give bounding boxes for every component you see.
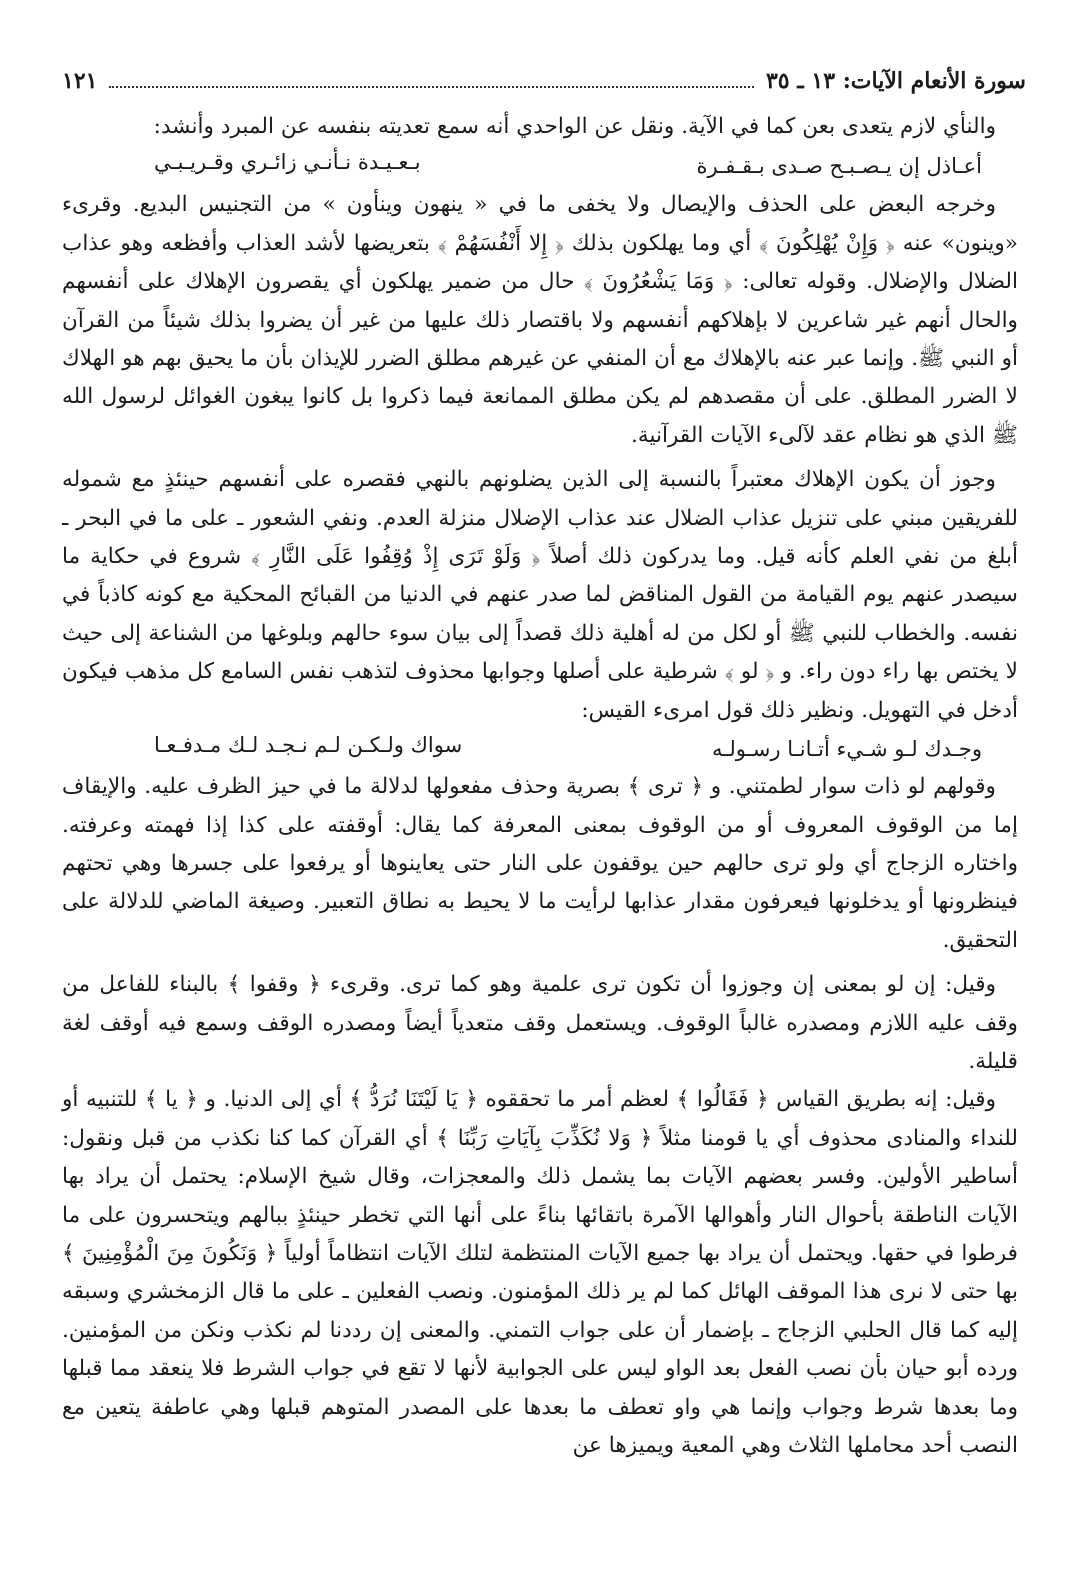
paragraph: وقيل: إن لو بمعنى إن وجوزوا أن تكون ترى علمية وهو كما ترى. وقرىء ﴿ وقفوا ﴾ بالبناء للفاعل من وقف عليه اللازم ومصدره غالباً الوقوف. ويستعمل وقف متعدياً أيضاً ومصدره الوقف وسمع فيه أوقف لغة قليلة.: [62, 972, 1018, 1074]
verse-second-hemistich: سواك ولـكـن لـم نـجـد لـك مـدفـعـا: [154, 733, 463, 758]
paragraph: والنأي لازم يتعدى بعن كما في الآية. ونقل عن الواحدي أنه سمع تعديته بنفسه عن المبرد وأنشد:: [153, 114, 996, 139]
running-header: [62, 68, 1026, 108]
paragraph: وقولهم لو ذات سوار لطمتني. و ﴿ ترى ﴾ بصرية وحذف مفعولها لدلالة ما في حيز الظرف عليه. والإيقاف إما من الوقوف المعروف أو من الوقوف بمعنى المعرفة كما يقال: أوقفته على كذا إذا فهمته وعرفته. واختاره الزجاج أي ولو ترى حالهم حين يوقفون على النار حتى يعاينوها أو يرفعوا على جسرها وهي تحتهم فينظرونها أو يدخلونها فيعرفون مقدار عذابها لرأيت ما لا يحيط به نطاق التعبير. وصيغة الماضي للدلالة على التحقيق.: [62, 774, 1018, 953]
paragraph: وخرجه البعض على الحذف والإيصال ولا يخفى ما في « ينهون وينأون » من التجنيس البديع. وقرىء «وينون» عنه ﴿ وَإِنْ يُهْلِكُونَ ﴾ أي وما يهلكون بذلك ﴿ إِلا أَنْفُسَهُمْ ﴾ بتعريضها لأشد العذاب وأفظعه وهو عذاب الضلال والإضلال. وقوله تعالى: ﴿ وَمَا يَشْعُرُونَ ﴾ حال من ضمير يهلكون أي يقصرون الإهلاك على أنفسهم والحال أنهم غير شاعرين لا بإهلاكهم أنفسهم ولا باقتصار ذلك عليها من غير أن يضروا بذلك شيئاً من القرآن أو النبي ﷺ. وإنما عبر عنه بالإهلاك مع أن المنفي عن غيرهم مطلق الضرر للإيذان بأن ما يحيق بهم هو الهلاك لا الضرر المطلق. على أن مقصدهم لم يكن مطلق الممانعة فيما ذكروا بل كانوا يبغون الغوائل لرسول الله ﷺ الذي هو نظام عقد لآلىء الآيات القرآنية.: [62, 192, 1018, 448]
header-leader-dots: [109, 74, 754, 88]
poetry-verse: [62, 730, 1018, 768]
page-body: [62, 108, 1018, 1465]
verse-second-hemistich: بـعـيـدة نـأنـي زائـري وقـريـبـي: [154, 150, 421, 175]
page-number: ١٢١: [62, 68, 98, 94]
header-title: سورة الأنعام الآيات: ١٣ ـ ٣٥: [765, 68, 1026, 94]
paragraph: وجوز أن يكون الإهلاك معتبراً بالنسبة إلى الذين يضلونهم بالنهي فقصره على أنفسهم حينئذٍ مع شموله للفريقين مبني على تنزيل عذاب الضلال عند عذاب الإضلال منزلة العدم. ونفي الشعور ـ على ما في البحر ـ أبلغ من نفي العلم كأنه قيل. وما يدركون ذلك أصلاً ﴿ وَلَوْ تَرَى إِذْ وُقِفُوا عَلَى النَّارِ ﴾ شروع في حكاية ما سيصدر عنهم يوم القيامة من القول المناقض لما صدر عنهم في الدنيا من القبائح المحكية مع كونه كاذباً في نفسه. والخطاب للنبي ﷺ أو لكل من له أهلية ذلك قصداً إلى بيان سوء حالهم وبلوغها من الشناعة إلى حيث لا يختص بها راء دون راء. و ﴿ لو ﴾ شرطية على أصلها وجوابها محذوف لتذهب نفس السامع كل مذهب فيكون أدخل في التهويل. ونظير ذلك قول امرىء القيس:: [62, 467, 1019, 723]
verse-first-hemistich: أعـاذل إن يـصـبـح صـدى بـقـفـرة: [696, 154, 982, 179]
paragraph: وقيل: إنه بطريق القياس ﴿ فَقَالُوا ﴾ لعظم أمر ما تحققوه ﴿ يَا لَيْتَنَا نُرَدُّ ﴾ أي إلى الدنيا. و ﴿ يا ﴾ للتنبيه أو للنداء والمنادى محذوف أي يا قومنا مثلاً ﴿ وَلا نُكَذِّبَ بِآيَاتِ رَبِّنَا ﴾ أي القرآن كما كنا نكذب من قبل ونقول: أساطير الأولين. وفسر بعضهم الآيات بما يشمل ذلك والمعجزات، وقال شيخ الإسلام: يحتمل أن يراد بها الآيات الناطقة بأحوال النار وأهوالها الآمرة باتقائها بناءً على أنها التي تخطر حينئذٍ ببالهم ويتحسرون على ما فرطوا في حقها. ويحتمل أن يراد بها جميع الآيات المنتظمة لتلك الآيات انتظاماً أولياً ﴿ وَنَكُونَ مِنَ الْمُؤْمِنِينَ ﴾ بها حتى لا نرى هذا الموقف الهائل كما لم ير ذلك المؤمنون. ونصب الفعلين ـ على ما قال الزمخشري وسبقه إليه كما قال الحلبي الزجاج ـ بإضمار أن على جواب التمني. والمعنى إن رددنا لم نكذب ونكن من المؤمنين. ورده أبو حيان بأن نصب الفعل بعد الواو ليس على الجوابية لأنها لا تقع في جواب الشرط فلا ينعقد مما قبلها وما بعدها شرط وجواب وإنما هي واو تعطف ما بعدها على المصدر المتوهم قبلها وهي عاطفة يتعين مع النصب أحد محاملها الثلاث وهي المعية ويميزها عن: [62, 1087, 1018, 1458]
poetry-verse: [62, 146, 1018, 186]
verse-first-hemistich: وجـدك لـو شـيء أتـانـا رسـولـه: [711, 737, 982, 762]
